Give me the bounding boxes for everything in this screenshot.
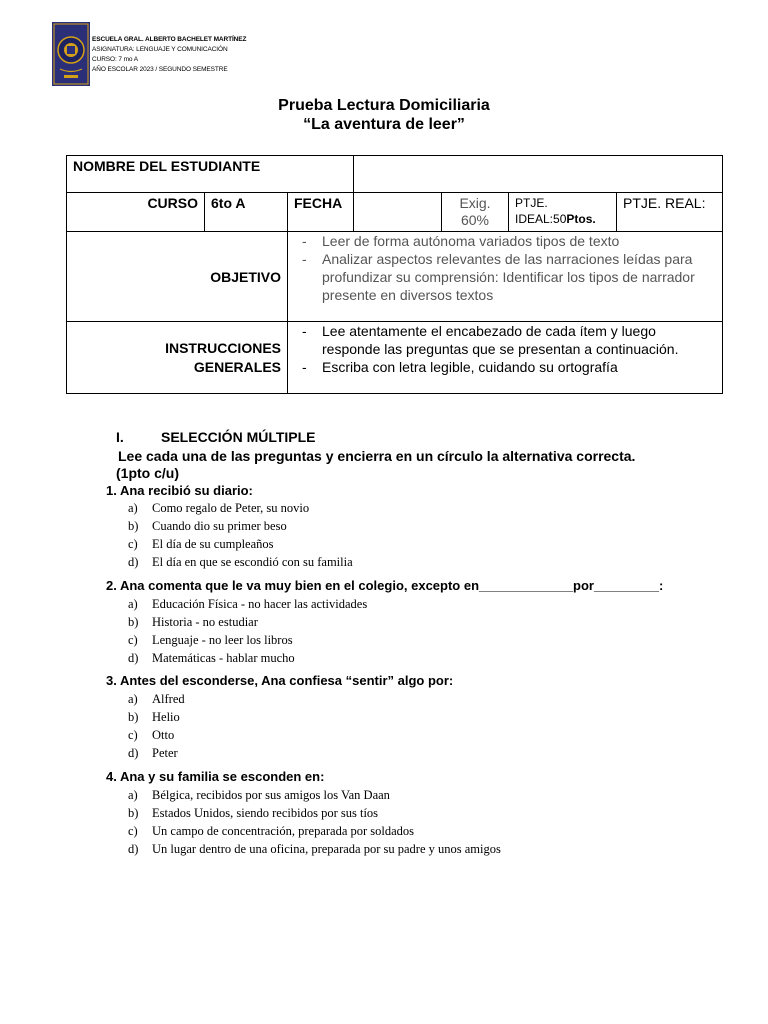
option-a[interactable]: a) Educación Física - no hacer las actividades — [128, 597, 368, 611]
student-name-label: NOMBRE DEL ESTUDIANTE — [67, 156, 354, 193]
course-label: CURSO — [67, 193, 205, 232]
date-field[interactable] — [354, 193, 442, 232]
school-course: CURSO: 7 mo A — [92, 56, 139, 63]
school-info — [92, 35, 246, 75]
option-c[interactable]: c) Un campo de concentración, preparada por soldados — [128, 824, 415, 838]
question-3-options — [128, 690, 185, 762]
document-title: Prueba Lectura Domiciliaria — [278, 97, 490, 114]
section-title: SELECCIÓN MÚLTIPLE — [161, 429, 316, 445]
option-d[interactable]: d) Matemáticas - hablar mucho — [128, 651, 295, 665]
student-info-table — [66, 155, 723, 394]
question-4-options — [128, 786, 501, 858]
school-subject: ASIGNATURA: LENGUAJE Y COMUNICACIÓN — [92, 46, 228, 53]
exigency-value: 60% — [460, 212, 490, 228]
objective-label: OBJETIVO — [67, 232, 288, 322]
option-d[interactable]: d) Un lugar dentro de una oficina, preparada por su padre y unos amigos — [128, 842, 501, 856]
school-logo-icon — [52, 22, 90, 86]
option-b[interactable]: b) Cuando dio su primer beso — [128, 519, 287, 533]
option-b[interactable]: b) Helio — [128, 710, 180, 724]
real-score-label[interactable]: PTJE. REAL: — [617, 193, 723, 232]
school-name: ESCUELA GRAL. ALBERTO BACHELET MARTÍNEZ — [92, 36, 247, 43]
section-number: I. — [116, 429, 124, 445]
option-d[interactable]: d) Peter — [128, 746, 178, 760]
objective-cell — [288, 232, 723, 322]
option-c[interactable]: c) El día de su cumpleaños — [128, 537, 274, 551]
option-c[interactable]: c) Lenguaje - no leer los libros — [128, 633, 293, 647]
instructions-label-line1: INSTRUCCIONES — [165, 339, 281, 356]
instructions-label — [67, 322, 288, 394]
ideal-score-unit: Ptos. — [566, 212, 596, 226]
section-instruction: Lee cada una de las preguntas y encierra en un círculo la alternativa correcta. — [118, 448, 636, 464]
ideal-score-value: IDEAL:50 — [515, 212, 567, 226]
date-label: FECHA — [288, 193, 354, 232]
question-1: 1. Ana recibió su diario: — [106, 483, 253, 498]
option-b[interactable]: b) Estados Unidos, siendo recibidos por sus tíos — [128, 806, 379, 820]
option-a[interactable]: a) Como regalo de Peter, su novio — [128, 501, 310, 515]
instructions-label-line2: GENERALES — [193, 358, 281, 375]
option-d[interactable]: d) El día en que se escondió con su familia — [128, 555, 353, 569]
instruction-item: - Escriba con letra legible, cuidando su ortografía — [294, 358, 716, 376]
course-value: 6to A — [205, 193, 288, 232]
option-c[interactable]: c) Otto — [128, 728, 175, 742]
question-2-options — [128, 595, 367, 667]
section-points: (1pto c/u) — [116, 465, 179, 481]
student-name-field[interactable] — [354, 156, 723, 193]
instruction-item: - Lee atentamente el encabezado de cada ítem y luego responde las preguntas que se presentan a continuación. — [294, 322, 716, 358]
instructions-cell — [288, 322, 723, 394]
objective-item: - Leer de forma autónoma variados tipos de texto — [294, 232, 716, 250]
option-a[interactable]: a) Bélgica, recibidos por sus amigos los Van Daan — [128, 788, 390, 802]
question-4: 4. Ana y su familia se esconden en: — [106, 769, 325, 784]
option-a[interactable]: a) Alfred — [128, 692, 185, 706]
question-1-options — [128, 499, 353, 571]
exigency-cell — [442, 193, 509, 232]
document-subtitle: “La aventura de leer” — [303, 116, 465, 133]
question-2: 2. Ana comenta que le va muy bien en el colegio, excepto en_____________por_________: — [106, 578, 664, 593]
objective-item: - Analizar aspectos relevantes de las narraciones leídas para profundizar su comprensión: Identificar los tipos de narrador presente en diversos textos — [294, 250, 716, 304]
exigency-label: Exig. — [459, 195, 491, 211]
question-3: 3. Antes del esconderse, Ana confiesa “sentir” algo por: — [106, 673, 454, 688]
ideal-score-cell — [509, 193, 617, 232]
option-b[interactable]: b) Historia - no estudiar — [128, 615, 258, 629]
ideal-score-label: PTJE. — [515, 196, 548, 210]
school-year: AÑO ESCOLAR 2023 / SEGUNDO SEMESTRE — [92, 66, 228, 73]
